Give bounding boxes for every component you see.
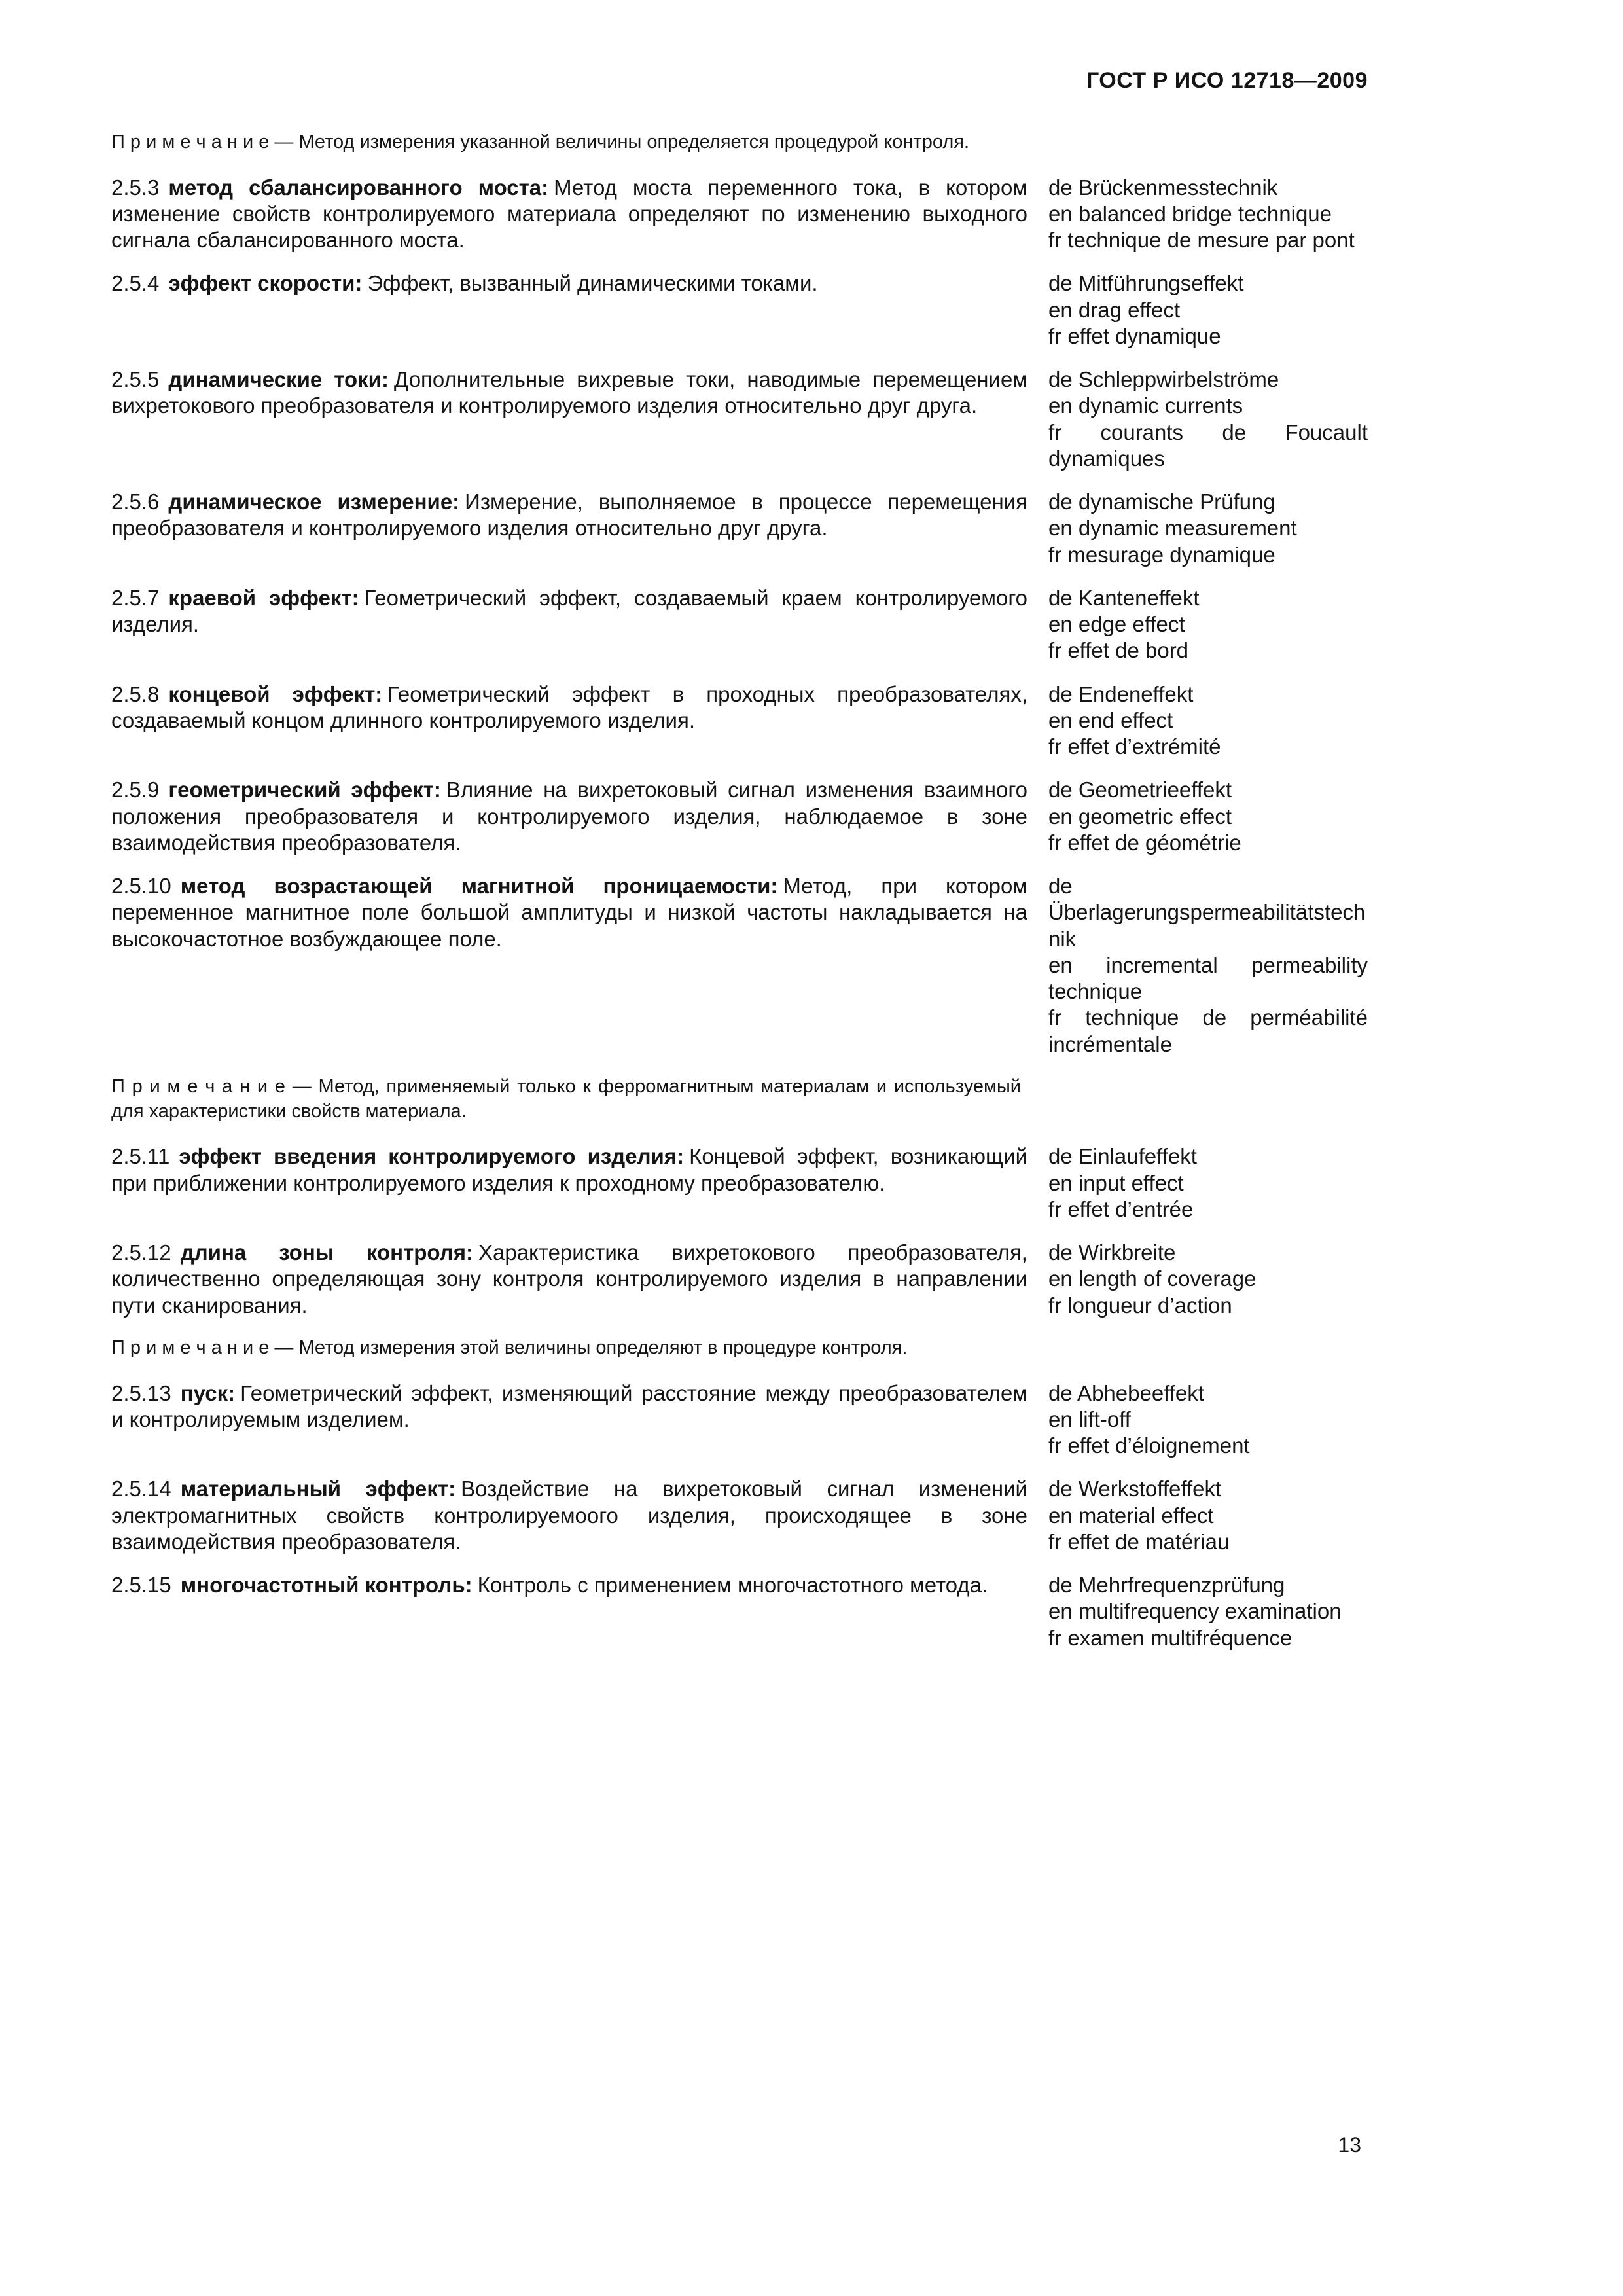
- standard-designation: ГОСТ Р ИСО 12718—2009: [1086, 68, 1368, 93]
- term-number: 2.5.12: [111, 1240, 171, 1265]
- term-number: 2.5.10: [111, 874, 171, 899]
- translation-line: en incremental permeability technique: [1048, 952, 1368, 1004]
- term-definition-block: [111, 681, 1027, 761]
- note-text: П р и м е ч а н и е — Метод измерения этой величины определяют в процедуре контроля.: [111, 1336, 908, 1358]
- note-text: П р и м е ч а н и е — Метод, применяемый только к ферромагнитным материалам и используемый для характеристики свойств материала.: [111, 1075, 1021, 1122]
- term-definition-text: Дополнительные вихревые токи, наводимые перемещением вихретокового преобразователя и контролируемого изделия относительно друг друга.: [111, 367, 1027, 418]
- term-definition-block: [111, 585, 1027, 664]
- translation-line: en dynamic measurement: [1048, 516, 1297, 541]
- translations-block: [1048, 175, 1368, 254]
- translation-line: fr effet d’éloignement: [1048, 1433, 1250, 1458]
- term-definition-block: [111, 777, 1027, 856]
- translations-block: [1048, 270, 1368, 350]
- term-title: эффект скорости:: [168, 271, 363, 296]
- term-number: 2.5.15: [111, 1573, 171, 1597]
- translation-line: fr effet dynamique: [1048, 323, 1221, 348]
- term-title: метод возрастающей магнитной проницаемости:: [180, 874, 778, 899]
- term-entry: [111, 489, 1368, 568]
- term-definition-block: [111, 1476, 1027, 1555]
- note-text: П р и м е ч а н и е — Метод измерения указанной величины определяется процедурой контроля.: [111, 132, 970, 152]
- term-number: 2.5.6: [111, 490, 160, 514]
- term-title: пуск:: [180, 1380, 236, 1405]
- translation-line: de Geometrieeffekt: [1048, 778, 1232, 802]
- translation-line: fr effet de bord: [1048, 638, 1189, 663]
- translation-line: en balanced bridge technique: [1048, 201, 1332, 226]
- term-title: концевой эффект:: [168, 681, 383, 706]
- term-definition-text: Геометрический эффект в проходных преобразователях, создаваемый концом длинного контролируемого изделия.: [111, 681, 1027, 732]
- translation-line: fr technique de mesure par pont: [1048, 228, 1355, 253]
- term-entry: [111, 1240, 1368, 1319]
- term-definition-block: [111, 489, 1027, 568]
- page-header: [111, 68, 1368, 94]
- term-number: 2.5.3: [111, 175, 160, 200]
- translation-line: en dynamic currents: [1048, 393, 1243, 418]
- term-title: геометрический эффект:: [168, 778, 441, 802]
- term-definition-block: [111, 1572, 1027, 1651]
- translation-line: de Überlagerungspermeabilitätstechnik: [1048, 874, 1366, 951]
- term-entry: [111, 1380, 1368, 1460]
- translations-block: [1048, 1476, 1368, 1555]
- term-entry: [111, 1476, 1368, 1555]
- translation-line: fr effet d’entrée: [1048, 1196, 1194, 1221]
- translation-line: de Schleppwirbelströme: [1048, 367, 1279, 392]
- translation-line: en lift-off: [1048, 1407, 1131, 1431]
- translation-line: de Endeneffekt: [1048, 681, 1194, 706]
- term-number: 2.5.4: [111, 271, 160, 296]
- term-definition-block: [111, 873, 1027, 1058]
- term-definition-text: Характеристика вихретокового преобразователя, количественно определяющая зону контроля контролируемого изделия в направлении пути сканирования.: [111, 1240, 1027, 1318]
- term-definition-block: [111, 1380, 1027, 1460]
- term-number: 2.5.7: [111, 585, 160, 610]
- glossary-content: [111, 130, 1368, 1651]
- translation-line: de dynamische Prüfung: [1048, 490, 1275, 514]
- translation-line: en geometric effect: [1048, 804, 1232, 829]
- translation-line: de Abhebeeffekt: [1048, 1380, 1204, 1405]
- term-title: краевой эффект:: [168, 585, 359, 610]
- translation-line: en edge effect: [1048, 612, 1185, 637]
- term-title: динамическое измерение:: [168, 490, 460, 514]
- note-entry: [111, 1336, 1368, 1361]
- term-entry: [111, 777, 1368, 856]
- translation-line: de Werkstoffeffekt: [1048, 1477, 1222, 1501]
- term-definition-text: Концевой эффект, возникающий при приближении контролируемого изделия к проходному преобразователю.: [111, 1144, 1028, 1195]
- translation-line: de Wirkbreite: [1048, 1240, 1176, 1265]
- translation-line: fr effet de matériau: [1048, 1529, 1230, 1554]
- translations-block-empty: [1048, 130, 1368, 155]
- translations-block: [1048, 681, 1368, 761]
- translations-block: [1048, 367, 1368, 472]
- term-number: 2.5.5: [111, 367, 160, 392]
- term-definition-block: [111, 367, 1027, 472]
- translations-block: [1048, 1143, 1368, 1223]
- term-title: эффект введения контролируемого изделия:: [179, 1144, 685, 1169]
- term-definition-block: [111, 270, 1027, 350]
- translation-line: de Kanteneffekt: [1048, 585, 1200, 610]
- term-definition-text: Эффект, вызванный динамическими токами.: [367, 271, 818, 296]
- term-definition-block: [111, 1240, 1027, 1319]
- translations-block-empty: [1048, 1336, 1368, 1361]
- translation-line: fr technique de perméabilité incrémentale: [1048, 1005, 1368, 1056]
- translation-line: en input effect: [1048, 1170, 1184, 1195]
- term-definition-text: Контроль с применением многочастотного метода.: [477, 1573, 988, 1597]
- term-number: 2.5.9: [111, 778, 160, 802]
- translations-block: [1048, 1240, 1368, 1319]
- term-title: многочастотный контроль:: [180, 1573, 473, 1597]
- translation-line: fr mesurage dynamique: [1048, 542, 1275, 567]
- term-number: 2.5.8: [111, 681, 160, 706]
- note-entry: [111, 130, 1368, 155]
- term-definition-text: Воздействие на вихретоковый сигнал изменений электромагнитных свойств контролируемоого изделия, происходящее в зоне взаимодействия преобразователя.: [111, 1477, 1027, 1554]
- note-entry: [111, 1075, 1368, 1124]
- term-definition-text: Метод моста переменного тока, в котором изменение свойств контролируемого материала определяют по изменению выходного сигнала сбалансированного моста.: [111, 175, 1027, 253]
- translations-block: [1048, 489, 1368, 568]
- term-definition-text: Измерение, выполняемое в процессе перемещения преобразователя и контролируемого изделия относительно друг друга.: [111, 490, 1027, 541]
- term-number: 2.5.13: [111, 1380, 171, 1405]
- translation-line: fr effet de géométrie: [1048, 830, 1241, 855]
- term-number: 2.5.11: [111, 1144, 170, 1169]
- term-definition-text: Геометрический эффект, создаваемый краем контролируемого изделия.: [111, 585, 1028, 637]
- translations-block-empty: [1048, 1075, 1368, 1124]
- page-number: 13: [1338, 2133, 1361, 2157]
- term-title: материальный эффект:: [180, 1477, 456, 1501]
- term-definition-text: Метод, при котором переменное магнитное поле большой амплитуды и низкой частоты накладывается на высокочастотное возбуждающее поле.: [111, 874, 1027, 951]
- term-title: метод сбалансированного моста:: [168, 175, 549, 200]
- translations-block: [1048, 777, 1368, 856]
- term-definition-text: Влияние на вихретоковый сигнал изменения взаимного положения преобразователя и контролируемого изделия, наблюдаемое в зоне взаимодействия преобразователя.: [111, 778, 1027, 855]
- translation-line: de Einlaufeffekt: [1048, 1144, 1197, 1169]
- translation-line: fr courants de Foucault dynamiques: [1048, 420, 1368, 471]
- term-definition-text: Геометрический эффект, изменяющий расстояние между преобразователем и контролируемым изделием.: [111, 1380, 1027, 1431]
- term-entry: [111, 367, 1368, 472]
- translation-line: en drag effect: [1048, 297, 1181, 322]
- term-title: длина зоны контроля:: [180, 1240, 473, 1265]
- term-entry: [111, 1143, 1368, 1223]
- term-entry: [111, 270, 1368, 350]
- translation-line: fr longueur d’action: [1048, 1293, 1232, 1318]
- term-number: 2.5.14: [111, 1477, 171, 1501]
- term-definition-block: [111, 175, 1027, 254]
- translation-line: en length of coverage: [1048, 1266, 1257, 1291]
- term-title: динамические токи:: [168, 367, 389, 392]
- term-entry: [111, 873, 1368, 1058]
- translations-block: [1048, 873, 1368, 1058]
- term-entry: [111, 585, 1368, 664]
- translation-line: fr effet d’extrémité: [1048, 734, 1221, 759]
- translation-line: fr examen multifréquence: [1048, 1625, 1293, 1650]
- translations-block: [1048, 585, 1368, 664]
- term-entry: [111, 681, 1368, 761]
- translation-line: en multifrequency examination: [1048, 1599, 1342, 1624]
- translation-line: de Brückenmesstechnik: [1048, 175, 1278, 200]
- term-definition-block: [111, 1143, 1027, 1223]
- translation-line: de Mehrfrequenzprüfung: [1048, 1573, 1285, 1597]
- term-entry: [111, 175, 1368, 254]
- translations-block: [1048, 1380, 1368, 1460]
- term-entry: [111, 1572, 1368, 1651]
- translation-line: de Mitführungseffekt: [1048, 271, 1244, 296]
- translation-line: en material effect: [1048, 1503, 1214, 1528]
- translation-line: en end effect: [1048, 708, 1173, 732]
- translations-block: [1048, 1572, 1368, 1651]
